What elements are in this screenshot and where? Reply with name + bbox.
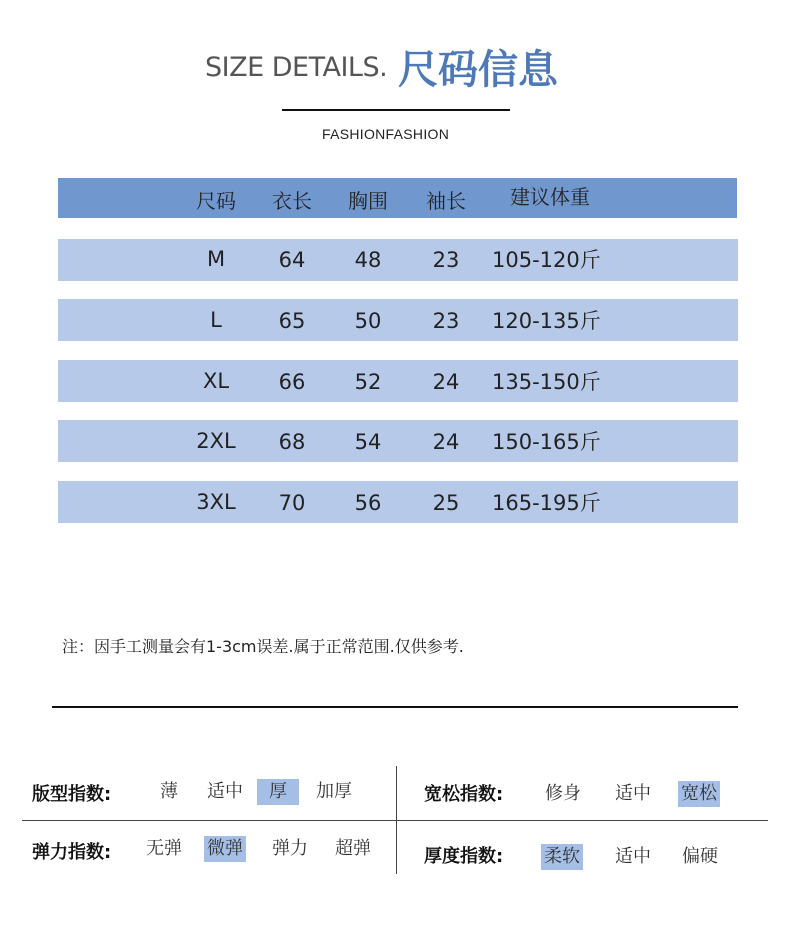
title-english: SIZE DETAILS. <box>205 52 388 83</box>
cell-chest: 52 <box>354 370 382 394</box>
cell-weight: 165-195斤 <box>492 491 601 515</box>
col-header-sleeve: 袖长 <box>426 189 466 213</box>
fit-option-thin: 薄 <box>160 781 178 802</box>
cell-sleeve: 25 <box>432 491 460 515</box>
col-header-weight: 建议体重 <box>510 185 590 209</box>
fit-option-medium: 适中 <box>207 781 243 802</box>
cell-weight: 120-135斤 <box>492 309 601 333</box>
thickness-option-regular: 适中 <box>615 846 651 867</box>
cell-weight: 105-120斤 <box>492 248 601 272</box>
cell-length: 68 <box>278 430 306 454</box>
cell-size: 3XL <box>196 490 236 514</box>
looseness-option-slim: 修身 <box>545 783 581 804</box>
elasticity-option-elastic: 弹力 <box>272 838 308 859</box>
cell-weight: 150-165斤 <box>492 430 601 454</box>
elasticity-option-none: 无弹 <box>146 838 182 859</box>
col-header-size: 尺码 <box>196 189 236 213</box>
looseness-option-loose-selected: 宽松 <box>678 781 720 807</box>
table-row <box>58 481 738 523</box>
cell-chest: 50 <box>354 309 382 333</box>
subtitle: FASHIONFASHION <box>322 126 450 142</box>
cell-size: M <box>206 247 226 271</box>
cell-chest: 48 <box>354 248 382 272</box>
title-underline <box>282 109 510 111</box>
measurement-note: 注：因手工测量会有1-3cm误差.属于正常范围.仅供参考. <box>62 637 464 656</box>
looseness-option-regular: 适中 <box>615 783 651 804</box>
fit-index-label: 版型指数: <box>32 784 112 805</box>
cell-sleeve: 24 <box>432 370 460 394</box>
section-divider <box>52 706 738 708</box>
cell-length: 65 <box>278 309 306 333</box>
table-row <box>58 239 738 281</box>
fit-option-extra-thick: 加厚 <box>316 781 352 802</box>
index-grid-vertical-divider <box>396 766 397 874</box>
cell-sleeve: 23 <box>432 309 460 333</box>
cell-sleeve: 23 <box>432 248 460 272</box>
index-grid-horizontal-divider <box>22 820 768 821</box>
cell-chest: 54 <box>354 430 382 454</box>
thickness-option-soft-selected: 柔软 <box>541 844 583 870</box>
col-header-length: 衣长 <box>272 189 312 213</box>
elasticity-option-super: 超弹 <box>335 838 371 859</box>
cell-length: 66 <box>278 370 306 394</box>
elasticity-index-label: 弹力指数: <box>32 842 112 863</box>
looseness-index-label: 宽松指数: <box>424 784 504 805</box>
cell-chest: 56 <box>354 491 382 515</box>
cell-length: 64 <box>278 248 306 272</box>
table-row <box>58 360 738 402</box>
thickness-index-label: 厚度指数: <box>424 846 504 867</box>
cell-weight: 135-150斤 <box>492 370 601 394</box>
cell-length: 70 <box>278 491 306 515</box>
cell-sleeve: 24 <box>432 430 460 454</box>
table-row <box>58 299 738 341</box>
title-chinese: 尺码信息 <box>398 47 558 93</box>
col-header-chest: 胸围 <box>348 189 388 213</box>
cell-size: 2XL <box>196 429 236 453</box>
cell-size: XL <box>202 369 230 393</box>
fit-option-thick-selected: 厚 <box>257 779 299 805</box>
elasticity-option-slight-selected: 微弹 <box>204 836 246 862</box>
table-row <box>58 420 738 462</box>
cell-size: L <box>210 308 222 332</box>
thickness-option-stiff: 偏硬 <box>682 846 718 867</box>
